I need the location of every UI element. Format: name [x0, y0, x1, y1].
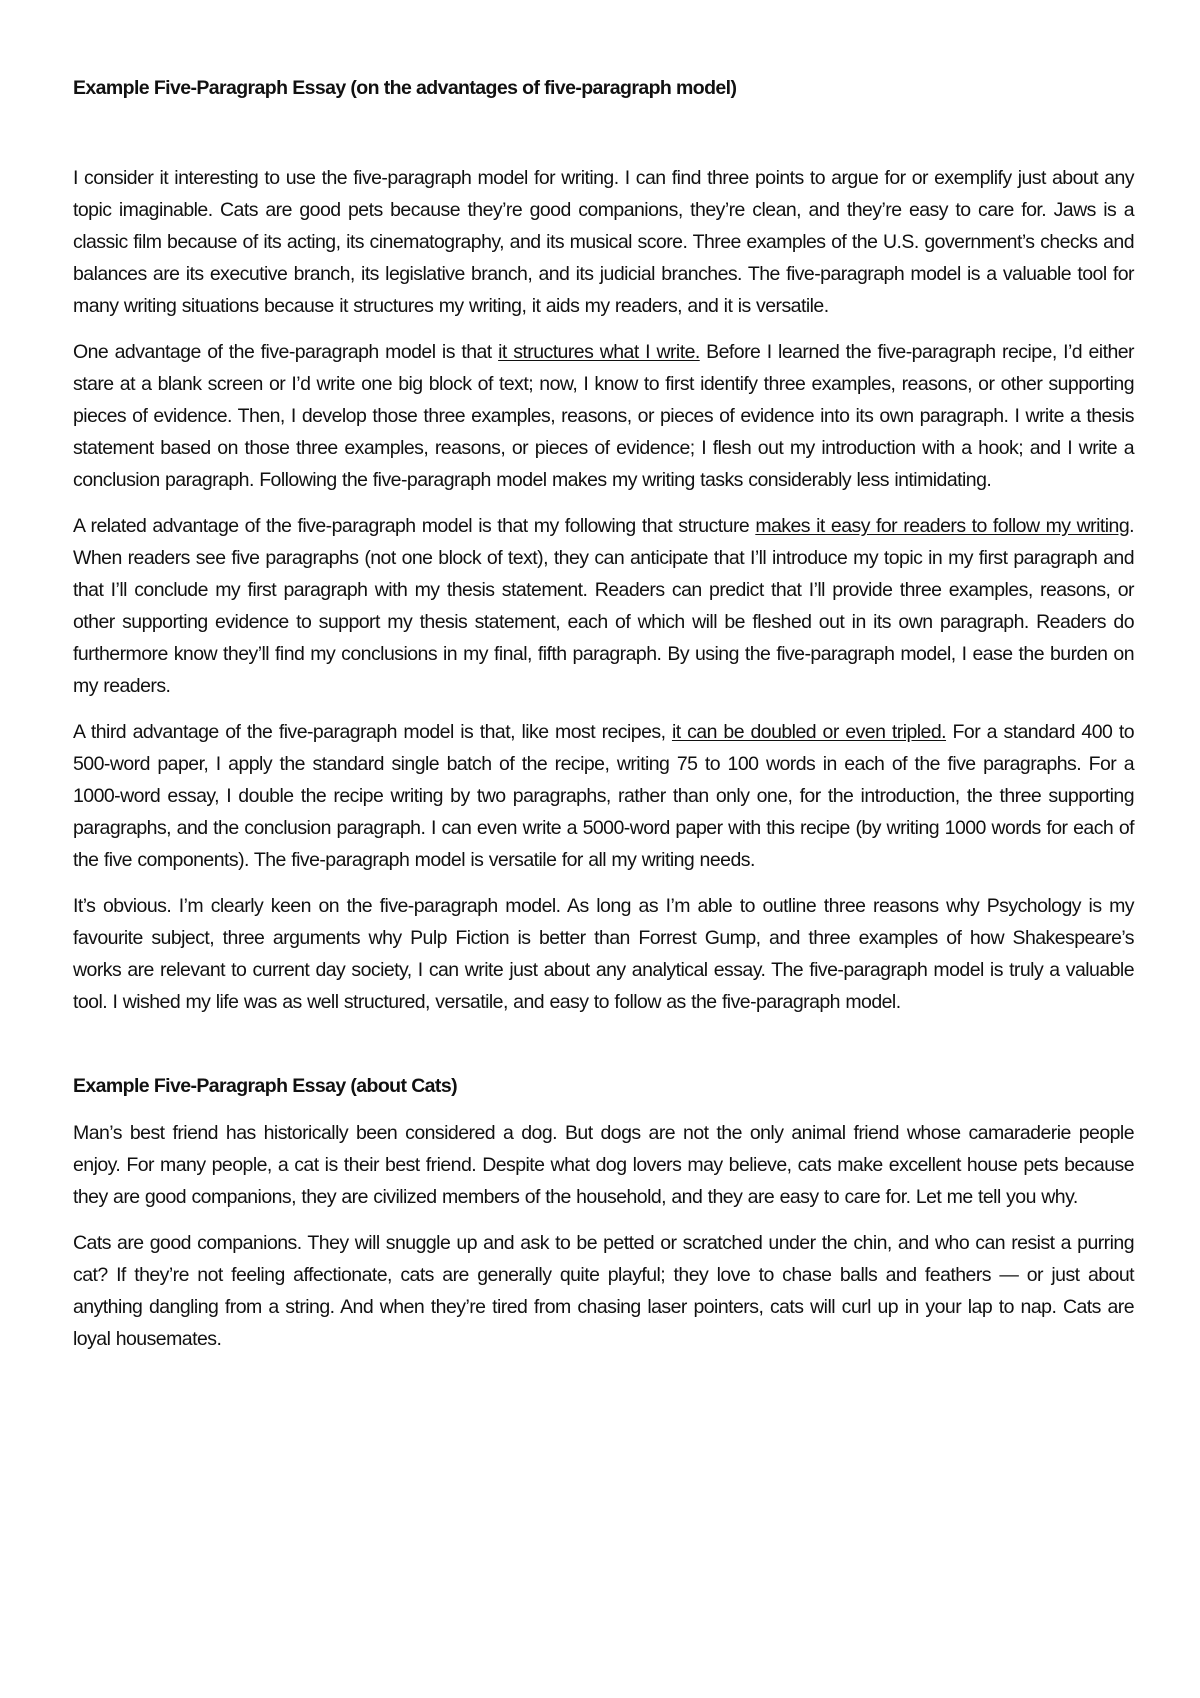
- essay-2-title: Example Five-Paragraph Essay (about Cats): [73, 1075, 457, 1097]
- essay-1-title: Example Five-Paragraph Essay (on the advantages of five-paragraph model): [73, 77, 737, 99]
- paragraph-text: . When readers see five paragraphs (not one block of text), they can anticipate that I’ll introduce my topic in my first paragraph and that I’ll conclude my first paragraph with my thesis statement. Readers can predict that I’ll provide three examples, reasons, or other supporting evidence to support my thesis statement, each of which will be fleshed out in its own paragraph. Readers do furthermore know they’ll find my conclusions in my final, fifth paragraph. By using the five-paragraph model, I ease the burden on my readers.: [73, 515, 1135, 697]
- paragraph-text: One advantage of the five-paragraph model is that: [73, 341, 499, 363]
- paragraph-text: A related advantage of the five-paragraph model is that my following that structure: [73, 515, 756, 537]
- paragraph-text: For a standard 400 to 500-word paper, I apply the standard single batch of the recipe, writing 75 to 100 words in each of the five paragraphs. For a 1000-word essay, I double the recipe writing by two paragraphs, rather than only one, for the introduction, the three supporting paragraphs, and the conclusion paragraph. I can even write a 5000-word paper with this recipe (by writing 1000 words for each of the five components). The five-paragraph model is versatile for all my writing needs.: [73, 721, 1134, 871]
- essay-1-paragraph-2: [73, 336, 1134, 496]
- underlined-phrase: it can be doubled or even tripled.: [671, 721, 947, 743]
- essay-1-paragraph-1: I consider it interesting to use the five-paragraph model for writing. I can find three points to argue for or exemplify just about any topic imaginable. Cats are good pets because they’re good companions, they’re clean, and they’re easy to care for. Jaws is a classic film because of its acting, its cinematography, and its musical score. Three examples of the U.S. government’s checks and balances are its executive branch, its legislative branch, and its judicial branches. The five-paragraph model is a valuable tool for many writing situations because it structures my writing, it aids my readers, and it is versatile.: [73, 167, 1134, 317]
- essay-1-paragraph-4: [73, 716, 1134, 876]
- essay-1-paragraph-5: It’s obvious. I’m clearly keen on the five-paragraph model. As long as I’m able to outline three reasons why Psychology is my favourite subject, three arguments why Pulp Fiction is better than Forrest Gump, and three examples of how Shakespeare’s works are relevant to current day society, I can write just about any analytical essay. The five-paragraph model is truly a valuable tool. I wished my life was as well structured, versatile, and easy to follow as the five-paragraph model.: [73, 895, 1134, 1013]
- essay-1-paragraph-3: [73, 510, 1134, 702]
- essay-2-paragraph-1: Man’s best friend has historically been considered a dog. But dogs are not the only animal friend whose camaraderie people enjoy. For many people, a cat is their best friend. Despite what dog lovers may believe, cats make excellent house pets because they are good companions, they are civilized members of the household, and they are easy to care for. Let me tell you why.: [73, 1122, 1134, 1208]
- paragraph-text: Before I learned the five-paragraph recipe, I’d either stare at a blank screen or I’d write one big block of text; now, I know to first identify three examples, reasons, or other supporting pieces of evidence. Then, I develop those three examples, reasons, or pieces of evidence into its own paragraph. I write a thesis statement based on those three examples, reasons, or pieces of evidence; I flesh out my introduction with a hook; and I write a conclusion paragraph. Following the five-paragraph model makes my writing tasks considerably less intimidating.: [73, 341, 1134, 491]
- underlined-phrase: makes it easy for readers to follow my writing: [755, 515, 1130, 537]
- underlined-phrase: it structures what I write.: [498, 341, 700, 363]
- essay-2-paragraph-2: Cats are good companions. They will snuggle up and ask to be petted or scratched under the chin, and who can resist a purring cat? If they’re not feeling affectionate, cats are generally quite playful; they love to chase balls and feathers — or just about anything dangling from a string. And when they’re tired from chasing laser pointers, cats will curl up in your lap to nap. Cats are loyal housemates.: [73, 1232, 1134, 1350]
- paragraph-text: A third advantage of the five-paragraph model is that, like most recipes,: [73, 721, 672, 743]
